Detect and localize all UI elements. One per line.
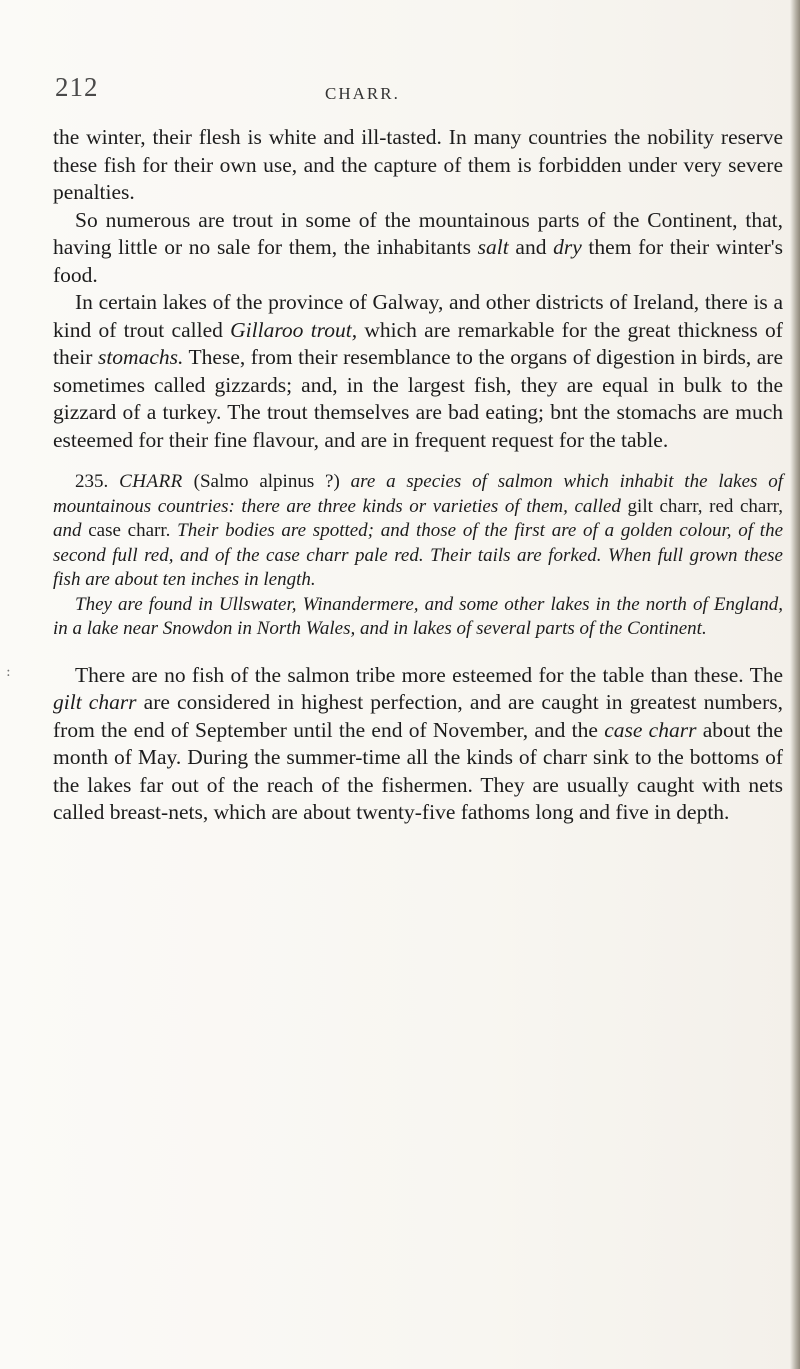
entry-number: 235.	[75, 471, 109, 492]
margin-mark: :	[6, 664, 11, 680]
text-run: them for their winter's food.	[53, 235, 784, 287]
emphasis-stomachs: stomachs.	[97, 345, 184, 369]
text-run: and	[508, 235, 554, 259]
text-run: So numerous are trout in some of the mountainous parts of the Continent, that, having little or no sale for them, the inhabitants	[53, 207, 783, 259]
latin-name: (Salmo alpinus ?)	[182, 471, 351, 492]
text-run: In certain lakes of the province of Galway, and other districts of Ireland, there is a kind of trout called	[53, 290, 783, 342]
emphasis-gillaroo: Gillaroo trout,	[230, 317, 358, 342]
emphasis-salt: salt	[477, 235, 509, 259]
species-habitat	[53, 593, 783, 642]
running-head	[53, 72, 783, 124]
species-description: Their bodies are spotted; and those of the first are of a golden colour, of the second full red, and of the case charr pale red. Their tails are forked. When full grown these fish are about ten inches in length.	[53, 520, 784, 590]
text-run: There are no fish of the salmon tribe more esteemed for the table than these. The	[75, 662, 783, 687]
habitat-text: They are found in Ullswater, Winandermere, and some other lakes in the north of England, in a lake near Snowdon in North Wales, and in lakes of several parts of the Continent.	[53, 593, 783, 639]
emphasis-case-charr: case charr	[604, 717, 697, 742]
species-description: are a species of salmon which inhabit the lakes of mountainous countries: there are three kinds or varieties of them, called	[53, 471, 783, 517]
paragraph-gillaroo	[53, 289, 783, 454]
paragraph-text: the winter, their flesh is white and ill-tasted. In many countries the nobility reserve these fish for their own use, and the capture of them is forbidden under very severe penalties.	[53, 125, 783, 204]
species-entry-charr	[53, 470, 783, 593]
page-edge-shadow	[790, 0, 800, 1369]
variety-names: gilt charr, red charr,	[627, 495, 783, 517]
page-number: 212	[55, 72, 99, 102]
running-title: CHARR.	[325, 84, 400, 103]
paragraph-charr-esteemed	[53, 662, 783, 827]
paragraph-trout-numerous	[53, 207, 783, 290]
emphasis-gilt-charr: gilt charr	[53, 690, 137, 714]
variety-case: case charr.	[88, 520, 171, 541]
text-run: which are remarkable for the great thickness of their	[53, 317, 783, 369]
text-run: and	[53, 520, 89, 541]
species-name: CHARR	[119, 471, 183, 492]
text-run: about the month of May. During the summer-time all the kinds of charr sink to the bottoms of the lakes far out of the reach of the fishermen. They are usually caught with nets called breast-nets, which are about twenty-five fathoms long and five in depth.	[53, 717, 783, 824]
emphasis-dry: dry	[553, 235, 582, 259]
text-run: These, from their resemblance to the organs of digestion in birds, are sometimes called gizzards; and, in the largest fish, they are equal in bulk to the gizzard of a turkey. The trout themselves are bad eating; bnt the stomachs are much esteemed for their fine flavour, and are in frequent request for the table.	[53, 345, 783, 452]
text-run: are considered in highest perfection, and are caught in greatest numbers, from the end of September until the end of November, and the	[53, 690, 784, 742]
paragraph-winter	[53, 124, 783, 207]
page-content	[53, 72, 783, 827]
